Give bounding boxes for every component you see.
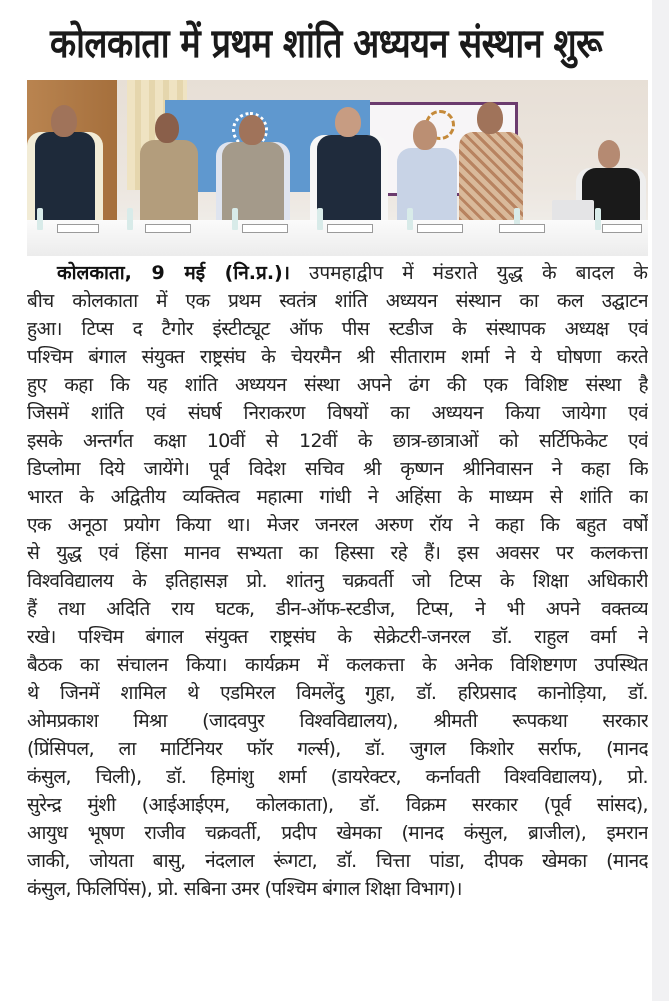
- water-bottle: [595, 208, 601, 230]
- article-line: [27, 259, 648, 287]
- article-body: [27, 259, 648, 903]
- article-line: [27, 427, 648, 455]
- article-text: विश्वविद्यालय के इतिहासज्ञ प्रो. शांतनु चक्रवर्ती जो टिप्स के शिक्षा अधिकारी: [27, 570, 648, 592]
- nameplate: [417, 224, 463, 233]
- article-text: हैं तथा अदिति राय घटक, डीन-ऑफ-स्टडीज, टिप्स, ने भी अपने वक्तव्य: [27, 598, 648, 620]
- article-text: हुए कहा कि यह शांति अध्ययन संस्था अपने ढंग की एक विशिष्ट संस्था है: [27, 374, 648, 396]
- article-text: (प्रिंसिपल, ला मार्टिनियर फॉर गर्ल्स), डॉ. जुगल किशोर सर्राफ, (मानद: [27, 738, 648, 760]
- article-text: एक अनूठा प्रयोग किया था। मेजर जनरल अरुण रॉय ने कहा कि बहुत वर्षों: [27, 514, 648, 536]
- article-text: जिसमें शांति एवं संघर्ष निराकरण विषयों का अध्ययन किया जायेगा एवं: [27, 402, 648, 424]
- article-text: पश्चिम बंगाल संयुक्त राष्ट्रसंघ के चेयरमैन श्री सीताराम शर्मा ने ये घोषणा करते: [27, 346, 648, 368]
- article-line: [27, 651, 648, 679]
- article-line: [27, 511, 648, 539]
- nameplate: [499, 224, 545, 233]
- article-text: इसके अन्तर्गत कक्षा 10वीं से 12वीं के छात्र-छात्राओं को सर्टिफिकेट एवं: [27, 430, 648, 452]
- article-text: उपमहाद्वीप में मंडराते युद्ध के बादल के: [289, 262, 648, 284]
- article-text: कंसुल, चिली), डॉ. हिमांशु शर्मा (डायरेक्टर, कर्नावती विश्वविद्यालय), प्रो.: [27, 766, 648, 788]
- nameplate: [327, 224, 373, 233]
- article-line: [27, 539, 648, 567]
- article-line: [27, 819, 648, 847]
- article-text: कंसुल, फिलिपिंस), प्रो. सबिना उमर (पश्चिम बंगाल शिक्षा विभाग)।: [27, 878, 462, 900]
- event-photo: [27, 80, 648, 256]
- water-bottle: [37, 208, 43, 230]
- water-bottle: [407, 208, 413, 230]
- article-line: [27, 483, 648, 511]
- article-text: सुरेन्द्र मुंशी (आईआईएम, कोलकाता), डॉ. विक्रम सरकार (पूर्व सांसद),: [27, 794, 648, 816]
- article-line: [27, 287, 648, 315]
- article-text: भारत के अद्वितीय व्यक्तित्व महात्मा गांधी ने अहिंसा के माध्यम से शांति का: [27, 486, 648, 508]
- dateline: कोलकाता, 9 मई (नि.प्र.)।: [57, 262, 290, 284]
- article-line: [27, 735, 648, 763]
- article-line: [27, 399, 648, 427]
- article-text: ओमप्रकाश मिश्रा (जादवपुर विश्वविद्यालय), श्रीमती रूपकथा सरकार: [27, 710, 648, 732]
- article-text: बीच कोलकाता में एक प्रथम स्वतंत्र शांति अध्ययन संस्थान का कल उद्घाटन: [27, 290, 648, 312]
- article-line: [27, 371, 648, 399]
- article-text: आयुध भूषण राजीव चक्रवर्ती, प्रदीप खेमका (मानद कंसुल, ब्राजील), इमरान: [27, 822, 648, 844]
- article-text: रखे। पश्चिम बंगाल संयुक्त राष्ट्रसंघ के सेक्रेटरी-जनरल डॉ. राहुल वर्मा ने: [27, 626, 648, 648]
- article-line: [27, 707, 648, 735]
- article-line: [27, 679, 648, 707]
- nameplate: [57, 224, 99, 233]
- nameplate: [145, 224, 191, 233]
- article-line: [27, 875, 648, 903]
- article-line: [27, 595, 648, 623]
- water-bottle: [317, 208, 323, 230]
- article-text: डिप्लोमा दिये जायेंगे। पूर्व विदेश सचिव श्री कृष्णन श्रीनिवासन ने कहा कि: [27, 458, 648, 480]
- article-line: [27, 623, 648, 651]
- article-line: [27, 315, 648, 343]
- water-bottle: [232, 208, 238, 230]
- article-text: हुआ। टिप्स द टैगोर इंस्टीट्यूट ऑफ पीस स्टडीज के संस्थापक अध्यक्ष एवं: [27, 318, 648, 340]
- article-line: [27, 847, 648, 875]
- article-text: बैठक का संचालन किया। कार्यक्रम में कलकत्ता के अनेक विशिष्टगण उपस्थित: [27, 654, 648, 676]
- article-line: [27, 763, 648, 791]
- nameplate: [602, 224, 642, 233]
- article-line: [27, 567, 648, 595]
- article-text: जाकी, जोयता बासु, नंदलाल रूंगटा, डॉ. चित्ता पांडा, दीपक खेमका (मानद: [27, 850, 648, 872]
- headline: कोलकाता में प्रथम शांति अध्ययन संस्थान शुरू: [50, 20, 602, 68]
- nameplate: [242, 224, 288, 233]
- water-bottle: [127, 208, 133, 230]
- article-line: [27, 455, 648, 483]
- article-line: [27, 343, 648, 371]
- article-text: थे जिनमें शामिल थे एडमिरल विमलेंदु गुहा, डॉ. हरिप्रसाद कानोड़िया, डॉ.: [27, 682, 648, 704]
- article-text: से युद्ध एवं हिंसा मानव सभ्यता का हिस्सा रहे हैं। इस अवसर पर कलकत्ता: [27, 542, 648, 564]
- article-line: [27, 791, 648, 819]
